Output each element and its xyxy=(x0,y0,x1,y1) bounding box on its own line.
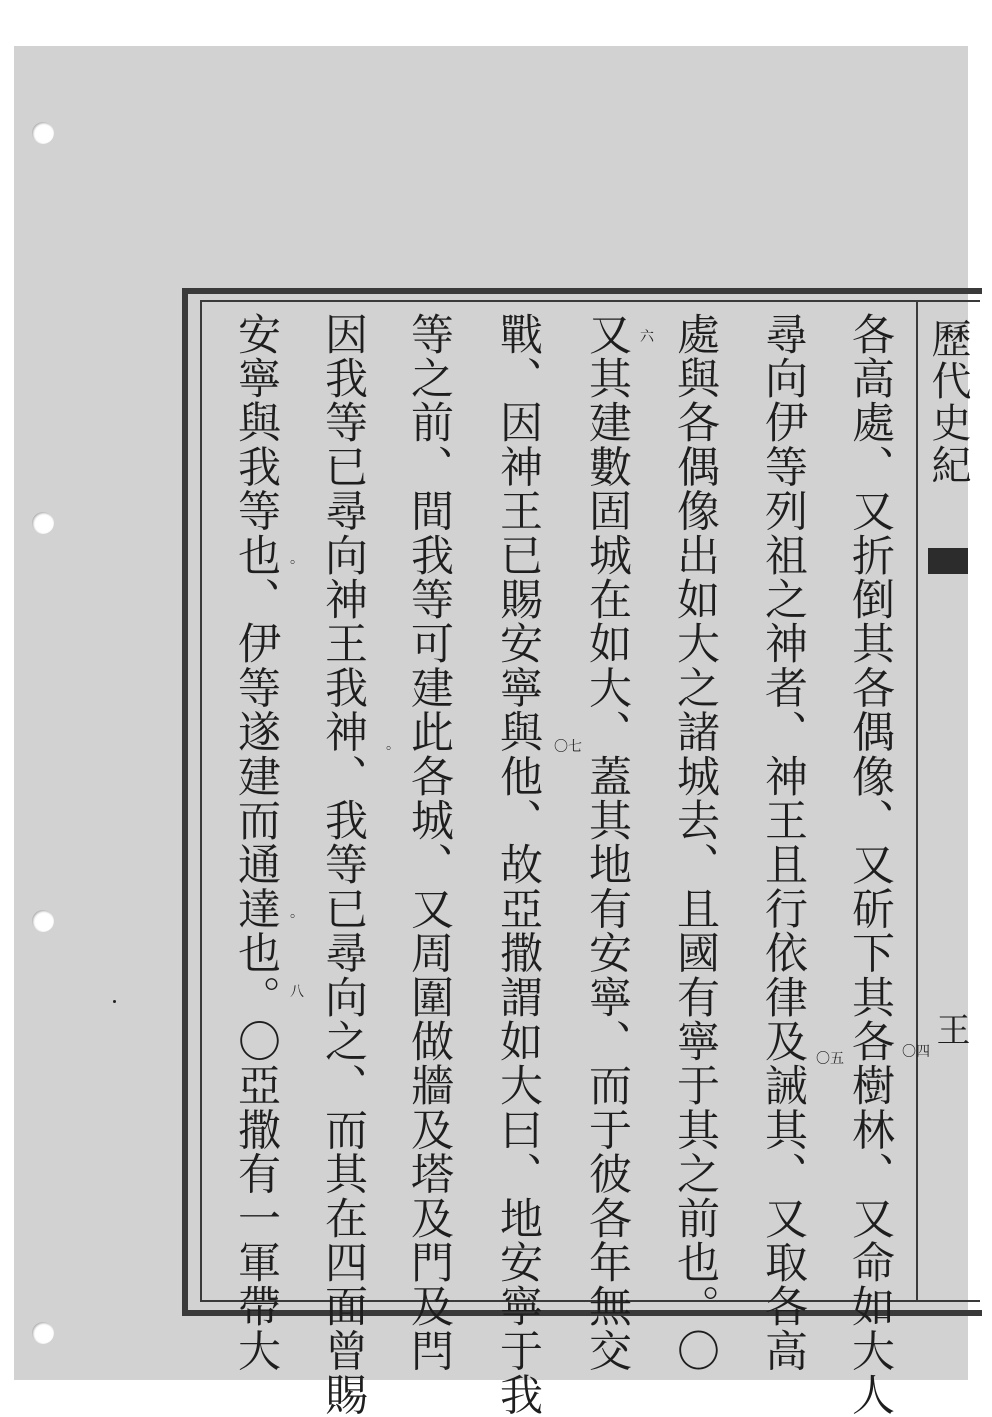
circle-mark-3: 。 xyxy=(290,905,304,921)
text-column-7: 因我等已尋向神王我神、我等已尋向之、而其在四面曾賜 xyxy=(318,312,368,1417)
verse-note-8: 八 xyxy=(290,984,304,1000)
speck-mark xyxy=(113,1000,116,1003)
punch-hole-1 xyxy=(32,122,54,144)
punch-hole-2 xyxy=(32,512,54,534)
text-column-1: 各高處、又折倒其各偶像、又斫下其各樹林、又命如大人 xyxy=(845,312,895,1417)
text-column-2: 尋向伊等列祖之神者、神王且行依律及誡其、又取各高 xyxy=(758,312,808,1373)
text-column-8: 安寧與我等也、伊等遂建而通達也。〇亞撒有一軍帶大 xyxy=(231,312,281,1373)
circle-mark-2: 。 xyxy=(290,551,304,567)
punch-hole-4 xyxy=(32,1322,54,1344)
book-title: 歷代史紀 xyxy=(925,318,971,486)
verse-note-5: 〇五 xyxy=(816,1051,844,1067)
punch-hole-3 xyxy=(32,910,54,932)
verse-note-4: 〇四 xyxy=(902,1044,930,1060)
text-column-5: 戰、因神王已賜安寧與他、故亞撒謂如大曰、地安寧于我 xyxy=(493,312,543,1417)
circle-mark-1: 。 xyxy=(386,737,400,753)
sheet-mark: 王 xyxy=(930,1012,970,1046)
text-column-3: 處與各偶像出如大之諸城去、且國有寧于其之前也。〇 xyxy=(670,312,720,1373)
title-divider xyxy=(916,300,918,1302)
fishtail-mark xyxy=(928,548,968,574)
verse-note-7: 〇七 xyxy=(554,739,582,755)
text-column-4: 又其建數固城在如大、蓋其地有安寧、而于彼各年無交 xyxy=(582,312,632,1373)
text-column-6: 等之前、間我等可建此各城、又周圍做牆及塔及門及閂 xyxy=(404,312,454,1373)
verse-note-6: 六 xyxy=(640,329,654,345)
